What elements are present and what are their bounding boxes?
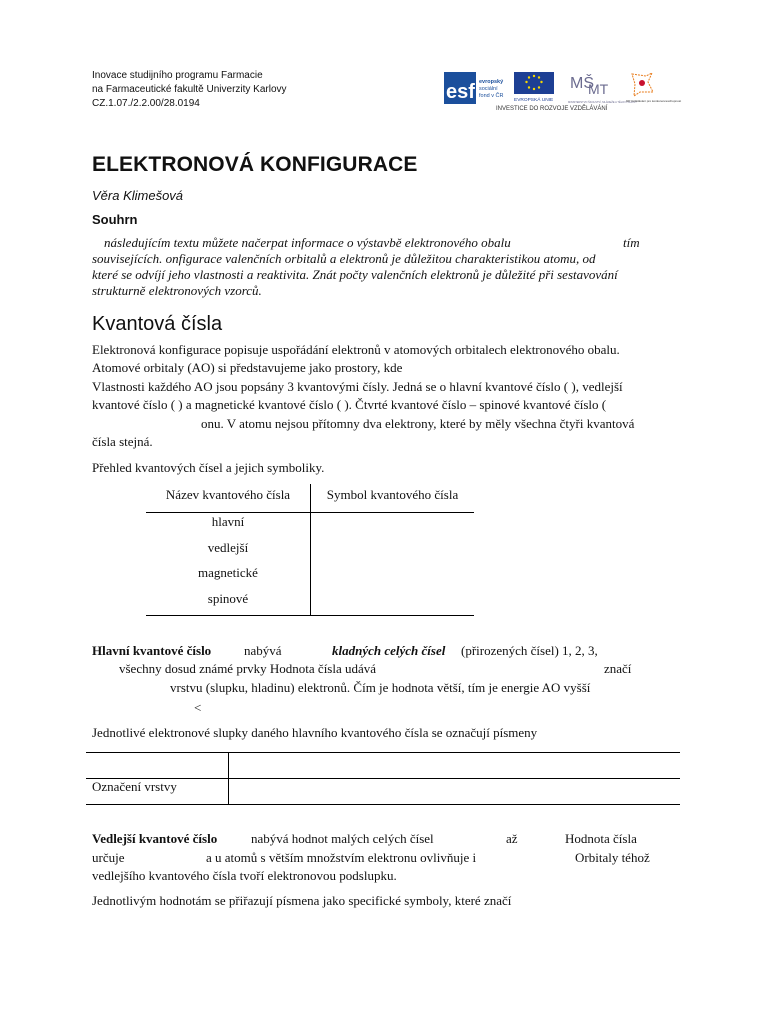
- secondary-qn-line-1b: až: [506, 831, 518, 846]
- header-line-1: Inovace studijního programu Farmacie: [92, 70, 263, 81]
- op-logo: [626, 72, 682, 106]
- eu-label: EVROPSKÁ UNIE: [514, 98, 554, 103]
- table1-caption: Přehled kvantových čísel a jejich symboliky.: [92, 460, 325, 475]
- principal-qn-emphasis: kladných celých čísel: [332, 643, 446, 658]
- table1-header-name: Název kvantového čísla: [165, 487, 291, 502]
- esf-sub-1: evropský: [479, 79, 504, 85]
- investment-banner: INVESTICE DO ROZVOJE VZDĚLÁVÁNÍ: [496, 106, 608, 112]
- table1-bottom-rule: [146, 615, 474, 616]
- svg-text:MT: MT: [588, 81, 609, 97]
- principal-qn-line-5: Jednotlivé elektronové slupky daného hlavního kvantového čísla se označují písmeny: [92, 725, 538, 740]
- section1-line-2: Atomové orbitaly (AO) si představujeme jako prostory, kde: [92, 360, 403, 375]
- page-title: ELEKTRONOVÁ KONFIGURACE: [92, 153, 418, 176]
- secondary-qn-line-3: vedlejšího kvantového čísla tvoří elektronovou podslupku.: [92, 868, 397, 883]
- op-label: OP Vzdělávání pro konkurenceschopnost: [626, 99, 682, 103]
- eu-flag-logo: [514, 72, 554, 103]
- section1-line-1: Elektronová konfigurace popisuje uspořádání elektronů v atomových orbitalech elektronového obalu.: [92, 342, 620, 357]
- author: Věra Klimešová: [92, 188, 184, 203]
- section1-line-4: kvantové číslo ( ) a magnetické kvantové číslo ( ). Čtvrté kvantové číslo – spinové kvantové číslo (: [92, 397, 607, 412]
- table2-row-label: Označení vrstvy: [92, 779, 177, 794]
- esf-sub-2: sociální: [479, 86, 498, 92]
- table1-row-magnetic: magnetické: [198, 565, 258, 580]
- summary-line-1a: následujícím textu můžete načerpat informace o výstavbě elektronového obalu: [104, 235, 511, 250]
- table1-row-spin: spinové: [207, 591, 249, 606]
- section1-line-3: Vlastnosti každého AO jsou popsány 3 kvantovými čísly. Jedná se o hlavní kvantové číslo ( ), vedlejší: [92, 379, 623, 394]
- summary-heading: Souhrn: [92, 212, 138, 227]
- principal-qn-line-2b: značí: [604, 661, 632, 676]
- secondary-qn-line-2b: a u atomů s větším množstvím elektronu ovlivňuje i: [206, 850, 477, 865]
- section1-line-5: onu. V atomu nejsou přítomny dva elektrony, které by měly všechna čtyři kvantová: [201, 416, 635, 431]
- msmt-label: MINISTERSTVO ŠKOLSTVÍ, MLÁDEŽE A TĚLOVÝCHOVY: [568, 101, 637, 104]
- esf-logo: [444, 72, 510, 104]
- summary-line-3: které se odvíjí jeho vlastnosti a reaktivita. Znát počty valenčních elektronů je důležité při sestavování: [92, 267, 618, 282]
- secondary-qn-line-1c: Hodnota čísla: [565, 831, 637, 846]
- secondary-qn-line-2a: určuje: [92, 850, 125, 865]
- header-line-2: na Farmaceutické fakultě Univerzity Karlovy: [92, 84, 287, 95]
- secondary-qn-line-4: Jednotlivým hodnotám se přiřazují písmena jako specifické symboly, které značí: [92, 893, 512, 908]
- principal-qn-line-1b: (přirozených čísel) 1, 2, 3,: [461, 643, 598, 658]
- principal-qn-line-2a: všechny dosud známé prvky Hodnota čísla udává: [119, 661, 377, 676]
- summary-line-2: souvisejících. onfigurace valenčních orbitalů a elektronů je důležitou charakteristikou atomu, od: [92, 251, 596, 266]
- table1-row-secondary: vedlejší: [207, 540, 249, 555]
- msmt-logo: [568, 72, 637, 106]
- secondary-qn-term: Vedlejší kvantové číslo: [92, 831, 218, 846]
- principal-qn-line-1a: nabývá: [244, 643, 282, 658]
- table1-row-main: hlavní: [211, 514, 245, 529]
- principal-qn-line-4: <: [194, 700, 202, 715]
- table2-column-divider: [228, 752, 229, 804]
- summary-line-4: strukturně elektronových vzorců.: [92, 283, 262, 298]
- secondary-qn-line-1a: nabývá hodnot malých celých čísel: [251, 831, 434, 846]
- table2-bottom-rule: [86, 804, 680, 805]
- header-line-3: CZ.1.07./2.2.00/28.0194: [92, 98, 200, 109]
- section1-line-6: čísla stejná.: [92, 434, 153, 449]
- summary-line-1b: tím: [623, 235, 640, 250]
- esf-logo-text: esf: [446, 81, 475, 103]
- esf-sub-3: fond v ČR: [479, 93, 504, 99]
- svg-text:MŠ: MŠ: [570, 75, 594, 92]
- table2-top-rule: [86, 752, 680, 753]
- secondary-qn-line-2c: Orbitaly téhož: [575, 850, 650, 865]
- table1-header-symbol: Symbol kvantového čísla: [326, 487, 459, 502]
- principal-qn-line-3: vrstvu (slupku, hladinu) elektronů. Čím je hodnota větší, tím je energie AO vyšší: [170, 680, 591, 695]
- principal-qn-term: Hlavní kvantové číslo: [92, 643, 212, 658]
- section-heading-quantum-numbers: Kvantová čísla: [92, 313, 223, 335]
- table1-column-divider: [310, 484, 311, 615]
